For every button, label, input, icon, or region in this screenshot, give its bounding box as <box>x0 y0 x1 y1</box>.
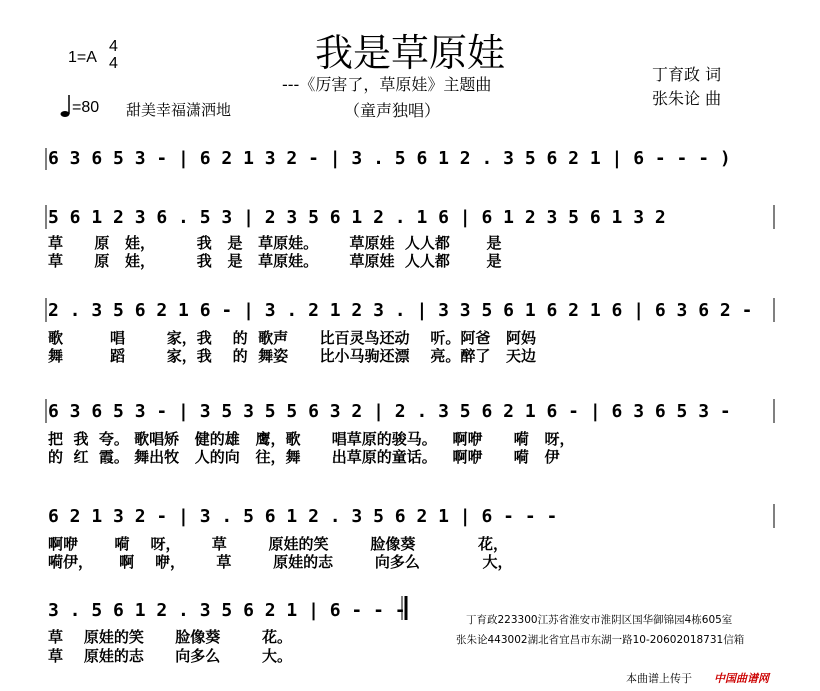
lyricist-address: 丁育政223300江苏省淮安市淮阴区国华御锦园4栋605室 <box>466 614 733 626</box>
tempo: =80 <box>72 99 100 116</box>
mood-marking: 甜美幸福潇洒地 <box>126 101 232 119</box>
page-title: 我是草原娃 <box>314 31 505 75</box>
lyric-line-5b: 嗬伊， 啊 咿， 草 原娃的志 向多么 大， <box>48 553 513 571</box>
lyric-line-4a: 把 我 夸。 歌唱矫 健的雄 鹰，歌 唱草原的骏马。 啊咿 嗬 呀， <box>48 430 575 448</box>
notation-line-6: 3 . 5 6 1 2 . 3 5 6 2 1 | 6 - - - <box>48 600 406 621</box>
lyric-line-5a: 啊咿 嗬 呀， 草 原娃的笑 脸像葵 花， <box>48 535 508 553</box>
time-signature <box>109 38 118 72</box>
music-line-5 <box>0 496 820 536</box>
music-line-2 <box>0 197 820 237</box>
subtitle: ---《厉害了，草原娃》主题曲 <box>282 75 492 94</box>
composer: 张朱论 曲 <box>652 89 722 108</box>
lyric-line-3a: 歌 唱 家，我 的 歌声 比百灵鸟还动 听。阿爸 阿妈 <box>48 329 537 347</box>
composer-address: 张朱论443002湖北省宜昌市东湖一路10-20602018731信箱 <box>456 634 745 646</box>
music-line-1 <box>0 138 820 178</box>
meter-top: 4 <box>109 38 118 55</box>
notation-line-5: 6 2 1 3 2 - | 3 . 5 6 1 2 . 3 5 6 2 1 | 6 - - - <box>48 506 558 527</box>
music-line-3 <box>0 290 820 330</box>
lyric-line-2b: 草 原 娃， 我 是 草原娃。 草原娃 人人都 是 <box>48 252 502 270</box>
style-note: （童声独唱） <box>344 101 441 120</box>
notation-line-1: 6 3 6 5 3 - | 6 2 1 3 2 - | 3 . 5 6 1 2 . 3 5 6 2 1 | 6 - - - ) <box>48 148 731 169</box>
site-logo: 中国曲谱网 <box>714 672 769 685</box>
lyric-line-3b: 舞 蹈 家，我 的 舞姿 比小马驹还漂 亮。醉了 天边 <box>48 347 537 365</box>
upload-note: 本曲谱上传于 <box>626 672 692 685</box>
key-signature: 1=A <box>68 49 97 66</box>
notation-line-2: 5 6 1 2 3 6 . 5 3 | 2 3 5 6 1 2 . 1 6 | 6 1 2 3 5 6 1 3 2 <box>48 207 666 228</box>
notation-line-3: 2 . 3 5 6 2 1 6 - | 3 . 2 1 2 3 . | 3 3 5 6 1 6 2 1 6 | 6 3 6 2 - <box>48 300 753 321</box>
lyricist: 丁育政 词 <box>652 65 722 84</box>
lyric-line-6b: 草 原娃的志 向多么 大。 <box>48 647 293 665</box>
quarter-note-icon <box>60 94 72 118</box>
music-line-4 <box>0 391 820 431</box>
meter-bottom: 4 <box>109 55 118 72</box>
lyric-line-6a: 草 原娃的笑 脸像葵 花。 <box>48 628 293 646</box>
notation-line-4: 6 3 6 5 3 - | 3 5 3 5 5 6 3 2 | 2 . 3 5 6 2 1 6 - | 6 3 6 5 3 - <box>48 401 731 422</box>
lyric-line-4b: 的 红 霞。 舞出牧 人的向 往，舞 出草原的童话。 啊咿 嗬 伊 <box>48 448 560 466</box>
lyric-line-2a: 草 原 娃， 我 是 草原娃。 草原娃 人人都 是 <box>48 234 502 252</box>
